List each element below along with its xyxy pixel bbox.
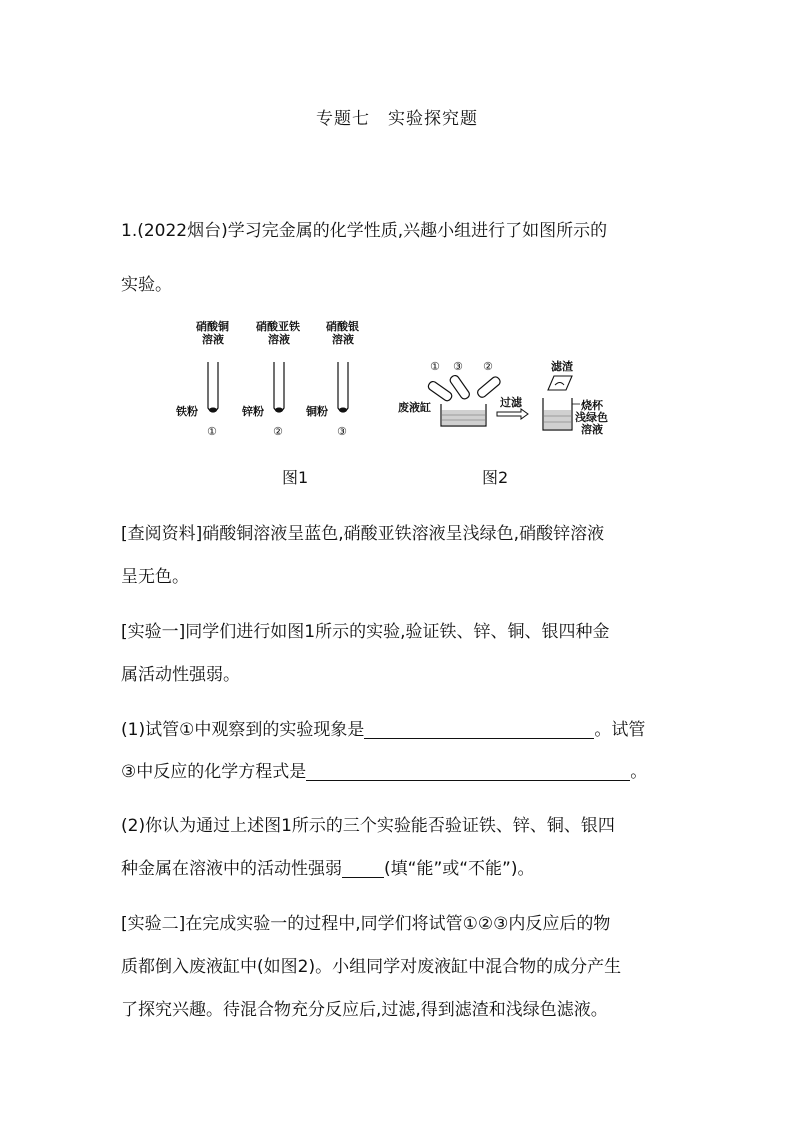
- sub-question-1-text-b: 。试管: [594, 720, 646, 740]
- experiment-2-line-2: 质都倒入废液缸中(如图2)。小组同学对废液缸中混合物的成分产生: [121, 957, 622, 977]
- sub-question-1-text-a: (1)试管①中观察到的实验现象是: [121, 720, 365, 740]
- sub-question-2-line-2: [121, 854, 535, 879]
- answer-blank-can-or-cannot[interactable]: [342, 859, 384, 878]
- tube-1-metal-label: 铁粉: [176, 405, 198, 418]
- beaker-label: 烧杯: [581, 399, 603, 412]
- tube-2-solution-label-1: 硝酸亚铁: [256, 320, 300, 333]
- sub-question-1-text-d: 。: [630, 762, 648, 782]
- question-1-line-2: 实验。: [121, 275, 172, 295]
- sub-question-2-text-b: (填“能”或“不能”)。: [384, 859, 535, 879]
- solution-label: 溶液: [581, 423, 603, 436]
- residue-label: 滤渣: [551, 360, 573, 373]
- figure-2: [398, 359, 608, 436]
- experiment-2-line-1: [实验二]在完成实验一的过程中,同学们将试管①②③内反应后的物: [121, 914, 611, 934]
- figure-2-caption: 图2: [482, 468, 509, 487]
- figure-1-caption: 图1: [282, 468, 309, 487]
- fig2-tube-number-1: ①: [430, 360, 440, 373]
- sub-question-2-line-1: (2)你认为通过上述图1所示的三个实验能否验证铁、锌、铜、银四: [121, 816, 615, 836]
- waste-tank-label: 废液缸: [398, 401, 431, 414]
- sub-question-1-line-2: [121, 757, 647, 782]
- answer-blank-phenomenon[interactable]: [364, 720, 594, 739]
- solution-color-label: 浅绿色: [575, 411, 608, 424]
- tube-2-solution-label-2: 溶液: [268, 333, 290, 346]
- experiment-1-line-2: 属活动性强弱。: [121, 665, 240, 685]
- test-tube-3: [305, 319, 359, 438]
- test-tube-2: [241, 319, 300, 438]
- reference-line-1: [查阅资料]硝酸铜溶液呈蓝色,硝酸亚铁溶液呈浅绿色,硝酸锌溶液: [121, 524, 605, 544]
- experiment-2-line-3: 了探究兴趣。待混合物充分反应后,过滤,得到滤渣和浅绿色滤液。: [121, 1000, 608, 1020]
- sub-question-1-text-c: ③中反应的化学方程式是: [121, 762, 307, 782]
- tube-3-solution-label-1: 硝酸银: [326, 320, 359, 333]
- tube-1-number: ①: [207, 425, 217, 438]
- sub-question-1-line-1: [121, 715, 645, 740]
- figure-1: [175, 319, 359, 438]
- tube-1-solution-label-2: 溶液: [202, 333, 224, 346]
- tube-2-metal-label: 锌粉: [242, 405, 264, 418]
- experiment-figures: [170, 312, 630, 442]
- tube-3-metal-label: 铜粉: [306, 405, 328, 418]
- tube-3-solution-label-2: 溶液: [332, 333, 354, 346]
- page-title: 专题七 实验探究题: [316, 109, 478, 129]
- experiment-1-line-1: [实验一]同学们进行如图1所示的实验,验证铁、锌、铜、银四种金: [121, 622, 610, 642]
- answer-blank-equation[interactable]: [306, 762, 630, 781]
- sub-question-2-text-a: 种金属在溶液中的活动性强弱: [121, 859, 342, 879]
- fig2-tube-number-2: ②: [483, 360, 493, 373]
- test-tube-1: [175, 319, 229, 438]
- reference-line-2: 呈无色。: [121, 567, 189, 587]
- fig2-tube-number-3: ③: [453, 360, 463, 373]
- tube-1-solution-label-1: 硝酸铜: [196, 320, 229, 333]
- tube-2-number: ②: [273, 425, 283, 438]
- question-1-line-1: 1.(2022烟台)学习完金属的化学性质,兴趣小组进行了如图所示的: [121, 221, 608, 241]
- filter-label: 过滤: [500, 396, 522, 409]
- tube-3-number: ③: [337, 425, 347, 438]
